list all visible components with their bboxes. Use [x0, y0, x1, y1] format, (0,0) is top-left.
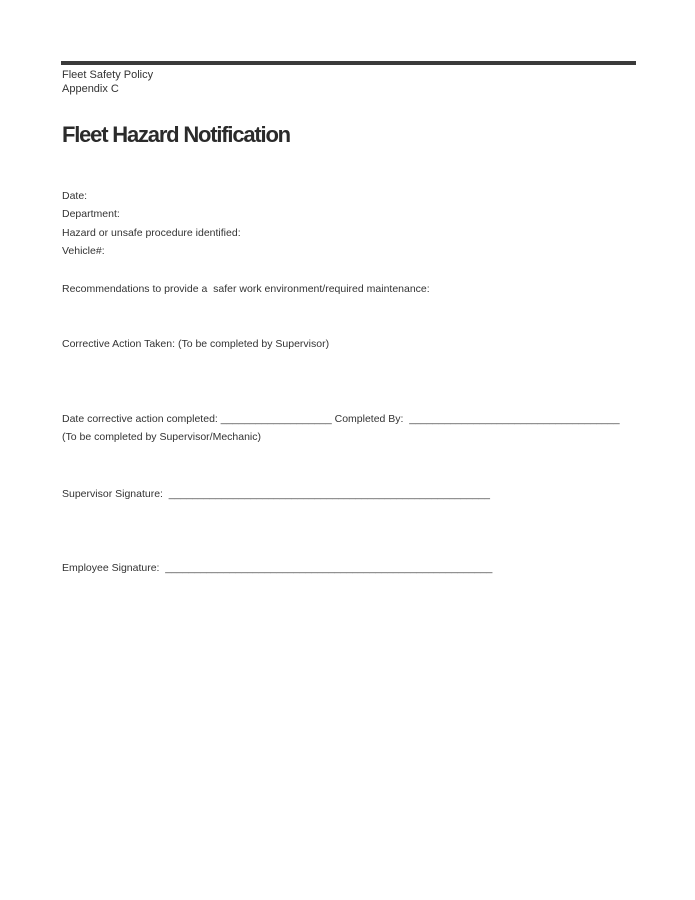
- appendix-label: Appendix C: [62, 83, 119, 95]
- completed-note: (To be completed by Supervisor/Mechanic): [62, 431, 262, 443]
- date-completed-line: Date corrective action completed: ___________________ Completed By: ____________________________________: [62, 413, 620, 425]
- corrective-action-label: Corrective Action Taken: (To be completed by Supervisor): [62, 338, 330, 350]
- hazard-label: Hazard or unsafe procedure identified:: [62, 227, 241, 239]
- department-label: Department:: [62, 208, 120, 220]
- employee-signature-line: Employee Signature: ________________________________________________________: [62, 562, 493, 574]
- header-rule: [61, 61, 636, 65]
- policy-name: Fleet Safety Policy: [62, 69, 154, 81]
- date-label: Date:: [62, 190, 88, 202]
- page-title: Fleet Hazard Notification: [62, 122, 290, 147]
- recommendations-label: Recommendations to provide a safer work environment/required maintenance:: [62, 283, 430, 295]
- vehicle-label: Vehicle#:: [62, 245, 105, 257]
- supervisor-signature-line: Supervisor Signature: _______________________________________________________: [62, 488, 490, 500]
